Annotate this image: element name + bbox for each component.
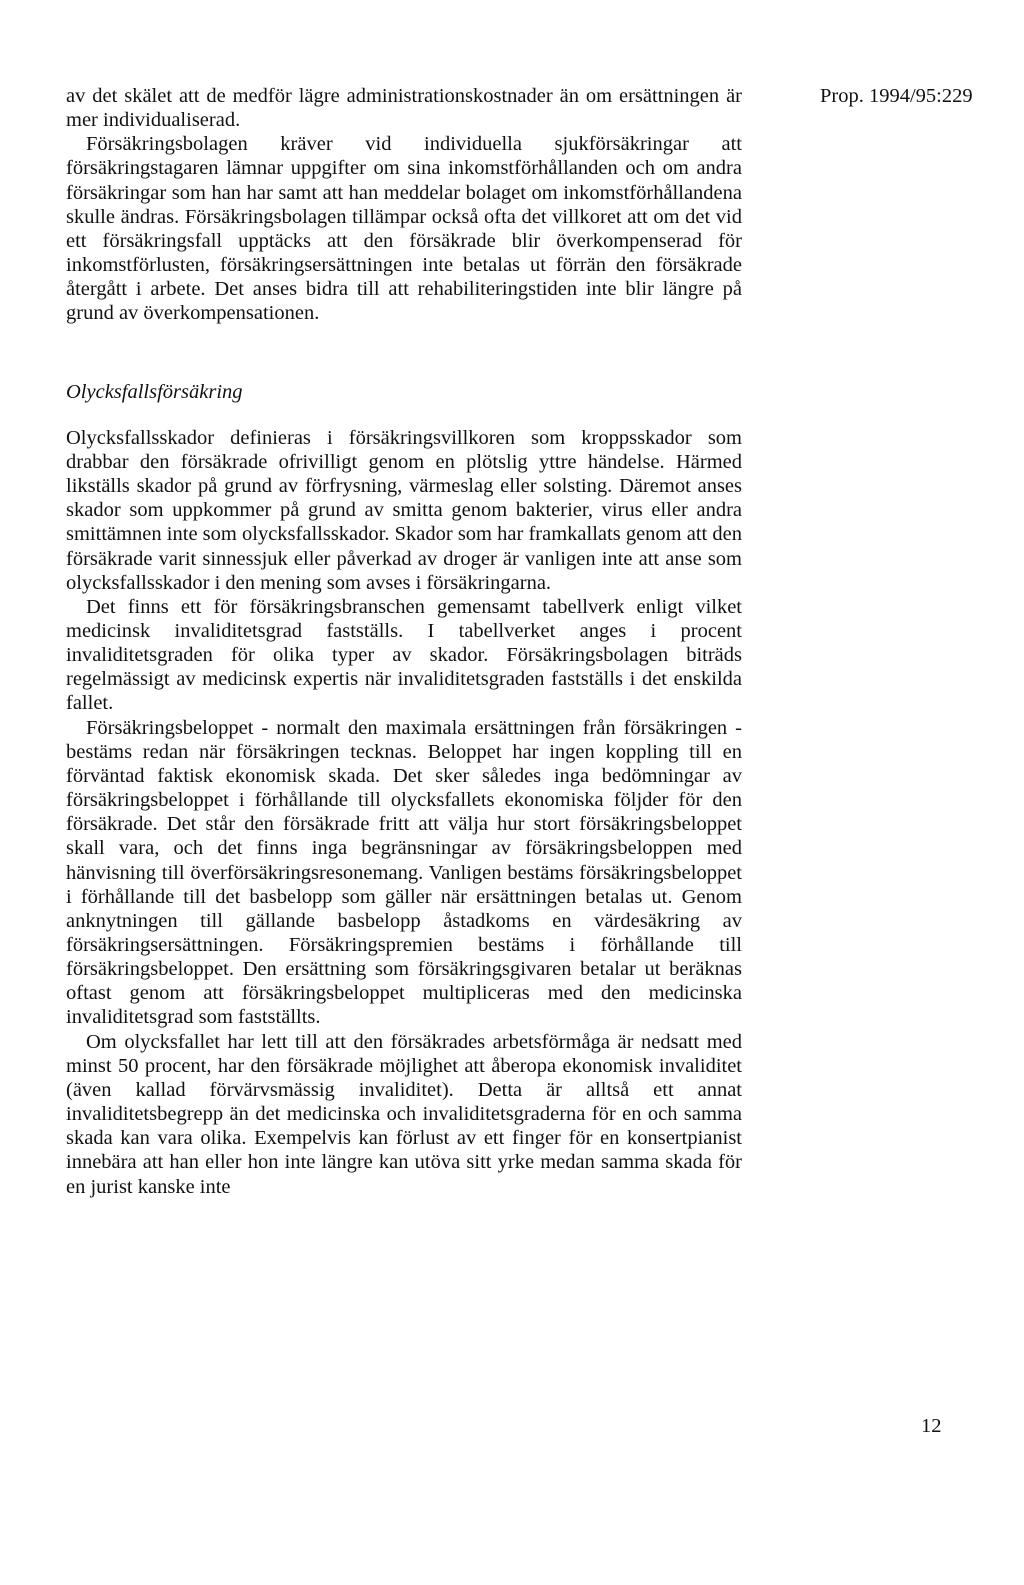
paragraph-accident-definition: Olycksfallsskador definieras i försäkringsvillkoren som kroppsskador som drabbar den försäkrade ofrivilligt genom en plötslig yttre händelse. Härmed likställs skador på grund av förfrysning, värmeslag eller solsting. Däremot anses skador som uppkommer på grund av smitta genom bakterier, virus eller andra smittämnen inte som olycksfallsskador. Skador som har framkallats genom att den försäkrade varit sinnessjuk eller påverkad av droger är vanligen inte att anse som olycksfallsskador i den mening som avses i försäkringarna. bbox=[66, 426, 742, 594]
paragraph-invalidity-table: Det finns ett för försäkringsbranschen gemensamt tabellverk enligt vilket medicinsk invaliditetsgrad fastställs. I tabellverket anges i procent invaliditetsgraden för olika typer av skador. Försäkringsbolagen biträds regelmässigt av medicinsk expertis när invaliditetsgraden fastställs i det enskilda fallet. bbox=[66, 595, 742, 715]
paragraph-economic-invalidity: Om olycksfallet har lett till att den försäkrades arbetsförmåga är nedsatt med minst 50 procent, har den försäkrade möjlighet att åberopa ekonomisk invaliditet (även kallad förvärvsmässig invaliditet). Detta är alltså ett annat invaliditetsbegrepp än det medicinska och invaliditetsgraderna för en och samma skada kan vara olika. Exempelvis kan förlust av ett finger för en konsertpianist innebära att han eller hon inte längre kan utöva sitt yrke medan samma skada för en jurist kanske inte bbox=[66, 1030, 742, 1198]
body-text bbox=[66, 84, 742, 1199]
paragraph-insurance-income: Försäkringsbolagen kräver vid individuella sjukförsäkringar att försäkringstagaren lämnar uppgifter om sina inkomstförhållanden och om andra försäkringar som han har samt att han meddelar bolaget om inkomstförhållandena skulle ändras. Försäkringsbolagen tillämpar också ofta det villkoret att om det vid ett försäkringsfall upptäcks att den försäkrade blir överkompenserad för inkomstförlusten, försäkringsersättningen inte betalas ut förrän den försäkrade återgått i arbete. Det anses bidra till att rehabiliteringstiden inte blir längre på grund av överkompensationen. bbox=[66, 133, 742, 325]
paragraph-insurance-amount: Försäkringsbeloppet - normalt den maximala ersättningen från försäkringen - bestäms redan när försäkringen tecknas. Beloppet har ingen koppling till en förväntad faktisk ekonomisk skada. Det sker således inga bedömningar av försäkringsbeloppet i förhållande till olycksfallets ekonomiska följder för den försäkrade. Det står den försäkrade fritt att välja hur stort försäkringsbeloppet skall vara, och det finns inga begränsningar av försäkringsbeloppen med hänvisning till överförsäkringsresonemang. Vanligen bestäms försäkringsbeloppet i förhållande till det basbelopp som gäller när ersättningen betalas ut. Genom anknytningen till gällande basbelopp åstadkoms en värdesäkring av försäkringsersättningen. Försäkringspremien bestäms i förhållande till försäkringsbeloppet. Den ersättning som försäkringsgivaren betalar ut beräknas oftast genom att försäkringsbeloppet multipliceras med den medicinska invaliditetsgrad som fastställts. bbox=[66, 716, 742, 1029]
section-heading: Olycksfallsförsäkring bbox=[66, 380, 243, 403]
proposition-reference: Prop. 1994/95:229 bbox=[820, 85, 973, 107]
paragraph-intro-continuation: av det skälet att de medför lägre administrationskostnader än om ersättningen är mer individualiserad. bbox=[66, 85, 742, 132]
page-number: 12 bbox=[921, 1415, 942, 1437]
